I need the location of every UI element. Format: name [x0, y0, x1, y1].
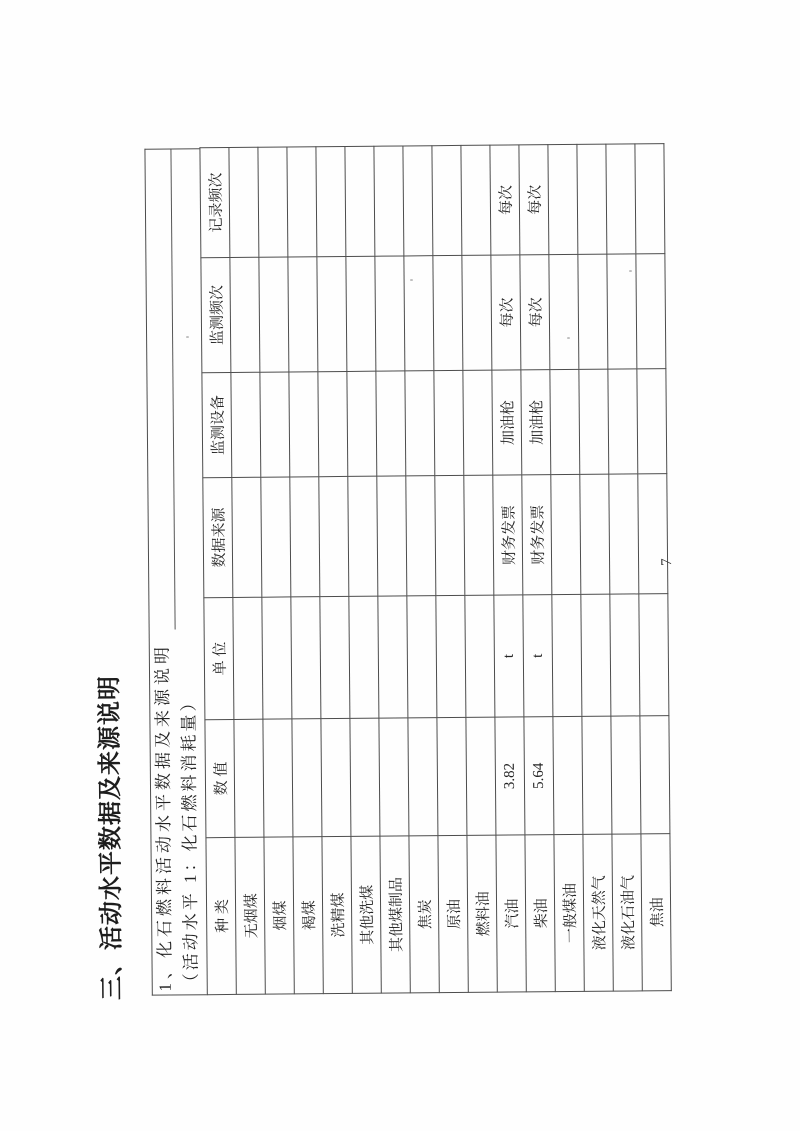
- cell-monitor-freq: [346, 256, 376, 371]
- cell-record-freq: [287, 147, 317, 257]
- cell-monitor-freq: [549, 254, 579, 369]
- cell-device: [318, 371, 348, 476]
- scan-speck: [410, 279, 413, 281]
- cell-source: [348, 476, 378, 596]
- column-header: 记录频次: [200, 147, 230, 257]
- activity-table-block: [144, 144, 671, 996]
- column-header: 单 位: [204, 597, 234, 719]
- cell-type: 液化天然气: [583, 834, 613, 991]
- cell-value: [379, 718, 409, 836]
- column-header: 种 类: [206, 837, 236, 994]
- section-title: 三、活动水平数据及来源说明: [97, 674, 126, 1001]
- cell-unit: [291, 597, 321, 719]
- cell-unit: [581, 594, 611, 716]
- cell-type: 一般煤油: [554, 834, 584, 991]
- cell-record-freq: [432, 145, 462, 255]
- cell-monitor-freq: [433, 255, 463, 370]
- cell-unit: [320, 596, 350, 718]
- cell-type: 烟煤: [264, 837, 294, 994]
- cell-device: [579, 369, 609, 474]
- cell-value: [408, 718, 438, 836]
- cell-source: [261, 477, 291, 597]
- cell-value: 3.82: [495, 717, 525, 835]
- cell-type: 液化石油气: [612, 834, 642, 991]
- cell-value: [437, 717, 467, 835]
- cell-monitor-freq: [607, 254, 637, 369]
- cell-source: [406, 476, 436, 596]
- table-caption: （活动水平 1：化石燃料消耗量）: [179, 691, 201, 991]
- cell-value: [582, 716, 612, 834]
- column-header: 数 值: [205, 719, 235, 837]
- cell-source: [290, 477, 320, 597]
- cell-monitor-freq: [317, 256, 347, 371]
- cell-record-freq: 每次: [490, 145, 520, 255]
- cell-value: [263, 719, 293, 837]
- cell-source: [609, 474, 639, 594]
- cell-value: [640, 716, 670, 834]
- cell-monitor-freq: [230, 257, 260, 372]
- cell-monitor-freq: [375, 256, 405, 371]
- cell-source: [580, 474, 610, 594]
- cell-record-freq: [403, 146, 433, 256]
- column-header: 监测设备: [202, 372, 232, 477]
- cell-type: 汽油: [496, 835, 526, 992]
- cell-record-freq: [316, 146, 346, 256]
- cell-value: [292, 719, 322, 837]
- cell-type: 褐煤: [293, 837, 323, 994]
- cell-source: [232, 477, 262, 597]
- cell-device: [231, 372, 261, 477]
- cell-record-freq: [548, 144, 578, 254]
- cell-value: [611, 716, 641, 834]
- cell-value: [466, 717, 496, 835]
- cell-value: 5.64: [524, 717, 554, 835]
- cell-device: [637, 369, 667, 474]
- cell-value: [234, 719, 264, 837]
- fuel-consumption-table: [199, 143, 671, 995]
- cell-record-freq: [461, 145, 491, 255]
- cell-unit: [465, 595, 495, 717]
- cell-record-freq: [374, 146, 404, 256]
- cell-record-freq: [345, 146, 375, 256]
- cell-record-freq: 每次: [519, 145, 549, 255]
- column-header: 监测频次: [201, 257, 231, 372]
- scan-speck: [629, 270, 632, 272]
- cell-monitor-freq: [259, 257, 289, 372]
- cell-type: 焦炭: [409, 836, 439, 993]
- page-number: 7: [659, 558, 676, 566]
- cell-device: [289, 372, 319, 477]
- cell-device: [376, 371, 406, 476]
- cell-unit: t: [494, 595, 524, 717]
- cell-device: 加油枪: [521, 370, 551, 475]
- cell-source: [435, 475, 465, 595]
- cell-device: [434, 370, 464, 475]
- cell-unit: [436, 595, 466, 717]
- cell-type: 燃料油: [467, 835, 497, 992]
- cell-device: [463, 370, 493, 475]
- cell-record-freq: [635, 144, 665, 254]
- cell-monitor-freq: [578, 254, 608, 369]
- cell-unit: [233, 597, 263, 719]
- cell-monitor-freq: [636, 254, 666, 369]
- cell-device: [550, 369, 580, 474]
- cell-device: [260, 372, 290, 477]
- cell-value: [350, 718, 380, 836]
- cell-source: [377, 476, 407, 596]
- cell-monitor-freq: [288, 257, 318, 372]
- cell-unit: [639, 594, 669, 716]
- cell-monitor-freq: 每次: [520, 255, 550, 370]
- cell-type: 柴油: [525, 835, 555, 992]
- cell-source: [551, 474, 581, 594]
- cell-record-freq: [577, 144, 607, 254]
- cell-source: 财务发票: [493, 475, 523, 595]
- cell-unit: [262, 597, 292, 719]
- cell-unit: [610, 594, 640, 716]
- cell-type: 无烟煤: [235, 837, 265, 994]
- scan-speck: [567, 337, 570, 339]
- cell-type: 焦油: [641, 834, 671, 991]
- cell-unit: [407, 596, 437, 718]
- cell-monitor-freq: [462, 255, 492, 370]
- cell-type: 其他煤制品: [380, 836, 410, 993]
- cell-value: [321, 718, 351, 836]
- cell-type: 原油: [438, 835, 468, 992]
- cell-type: 其他洗煤: [351, 836, 381, 993]
- cell-record-freq: [258, 147, 288, 257]
- cell-device: 加油枪: [492, 370, 522, 475]
- table-subtitle-block: [144, 148, 206, 995]
- cell-record-freq: [229, 147, 259, 257]
- cell-monitor-freq: 每次: [491, 255, 521, 370]
- table-subtitle: 1、化石燃料活动水平数据及来源说明: [152, 642, 175, 992]
- cell-monitor-freq: [404, 256, 434, 371]
- scan-speck: [186, 336, 189, 338]
- cell-device: [405, 371, 435, 476]
- cell-device: [608, 369, 638, 474]
- cell-unit: t: [523, 595, 553, 717]
- cell-unit: [378, 596, 408, 718]
- cell-source: [319, 476, 349, 596]
- cell-type: 洗精煤: [322, 836, 352, 993]
- cell-value: [553, 716, 583, 834]
- cell-unit: [552, 594, 582, 716]
- column-header: 数据来源: [203, 477, 233, 597]
- cell-device: [347, 371, 377, 476]
- cell-source: [464, 475, 494, 595]
- cell-source: 财务发票: [522, 475, 552, 595]
- cell-unit: [349, 596, 379, 718]
- cell-record-freq: [606, 144, 636, 254]
